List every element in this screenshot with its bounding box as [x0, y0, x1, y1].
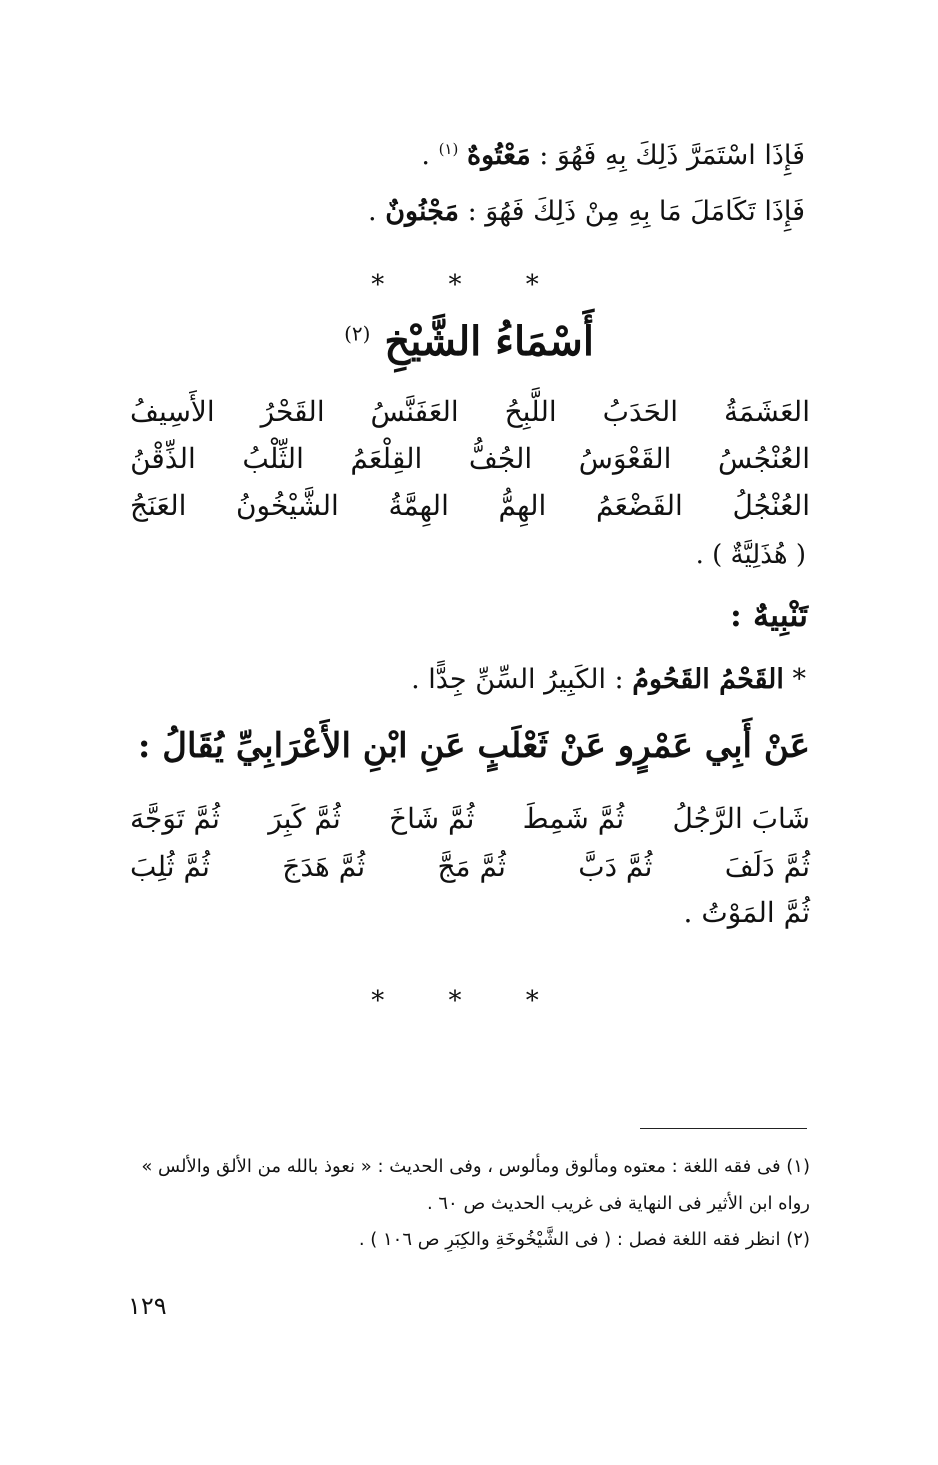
names-grid: [130, 388, 810, 529]
footnote-ref: (١): [438, 140, 459, 158]
names-row: [130, 482, 810, 529]
section-divider: * * *: [371, 986, 567, 1016]
stage-phrase: ثُمَّ دَبَّ: [578, 849, 653, 883]
stages-row: [130, 794, 810, 842]
name-word: العَفَنَّسُ: [370, 395, 459, 428]
intro-term: مَجْنُونٌ: [385, 196, 460, 227]
note-item: [411, 664, 806, 695]
intro-end: .: [368, 196, 386, 227]
name-word: القِلْعَمُ: [350, 442, 423, 475]
name-word: القَحْرُ: [260, 395, 325, 428]
section-divider: * * *: [371, 270, 567, 300]
name-word: القَضْعَمُ: [595, 489, 683, 522]
stage-phrase: ثُمَّ تَوَجَّهَ: [130, 801, 220, 835]
intro-text: فَإِذَا تَكَامَلَ مَا بِهِ مِنْ ذَلِكَ فَهُوَ :: [459, 196, 805, 227]
note-heading: تَنْبِيهٌ :: [730, 596, 808, 634]
footnote-1: (١) فى فقه اللغة : معتوه ومألوق ومألوس ، وفى الحديث : « نعوذ بالله من الألق والألس »: [141, 1156, 810, 1177]
stages-row: [130, 842, 810, 890]
name-word: الذِّقْنُ: [130, 442, 196, 475]
name-word: الشَّيْخُونُ: [235, 489, 339, 522]
attribution-heading: عَنْ أَبِي عَمْرٍو عَنْ ثَعْلَبٍ عَنِ ابْنِ الأَعْرَابِيِّ يُقَالُ :: [137, 726, 810, 766]
footnote-1-cont: رواه ابن الأثير فى النهاية فى غريب الحديث ص ٦٠ .: [426, 1193, 810, 1214]
intro-line-2: [368, 196, 805, 227]
name-word: الهِمُّ: [498, 489, 547, 522]
stages-grid: [130, 794, 810, 890]
title-text: أَسْمَاءُ الشَّيْخِ: [384, 318, 594, 365]
stage-phrase: ثُمَّ شَاخَ: [389, 801, 475, 835]
stages-last: ثُمَّ المَوْتُ .: [683, 896, 810, 929]
stage-phrase: ثُمَّ هَدَجَ: [282, 849, 366, 883]
title-footnote-ref: (٢): [344, 321, 371, 346]
names-row: [130, 388, 810, 435]
names-tail: ( هُذَلِيَّةٌ ) .: [695, 540, 806, 570]
name-word: الثِّلْبُ: [242, 442, 304, 475]
name-word: العُنْجُلُ: [732, 489, 810, 522]
stage-phrase: ثُمَّ شَمِطَ: [522, 801, 625, 835]
footnote-2: (٢) انظر فقه اللغة فصل : ( فى الشَّيْخُوخَةِ والكِبَرِ ص ١٠٦ ) .: [358, 1229, 810, 1250]
name-word: الهِمَّةُ: [388, 489, 449, 522]
name-word: العَشَمَةُ: [724, 395, 810, 428]
intro-line-1: [421, 140, 805, 171]
name-word: الحَدَبُ: [602, 395, 679, 428]
section-title: [0, 318, 938, 365]
name-word: الجُفُّ: [468, 442, 533, 475]
name-word: العَنَجُ: [130, 489, 187, 522]
names-row: [130, 435, 810, 482]
footnote-rule: [640, 1128, 807, 1129]
name-word: اللَّبِحُ: [504, 395, 557, 428]
intro-text: فَإِذَا اسْتَمَرَّ ذَلِكَ بِهِ فَهُوَ :: [530, 140, 805, 171]
note-definition: : الكَبِيرُ السِّنِّ جِدًّا .: [411, 664, 633, 695]
name-word: العُنْجُسُ: [717, 442, 810, 475]
stage-phrase: شَابَ الرَّجُلُ: [672, 801, 810, 835]
bullet-mark: *: [792, 664, 806, 695]
intro-end: .: [421, 140, 439, 171]
stage-phrase: ثُمَّ مَجَّ: [437, 849, 506, 883]
note-term: القَحْمُ القَحُومُ: [632, 664, 784, 695]
stage-phrase: ثُمَّ ثُلِبَ: [130, 849, 210, 883]
name-word: الأَسِيفُ: [130, 395, 215, 428]
name-word: القَعْوَسُ: [578, 442, 672, 475]
stage-phrase: ثُمَّ دَلَفَ: [724, 849, 810, 883]
intro-term: مَعْتُوهٌ: [466, 140, 531, 171]
page-number: ١٢٩: [128, 1292, 167, 1320]
stage-phrase: ثُمَّ كَبِرَ: [268, 801, 341, 835]
